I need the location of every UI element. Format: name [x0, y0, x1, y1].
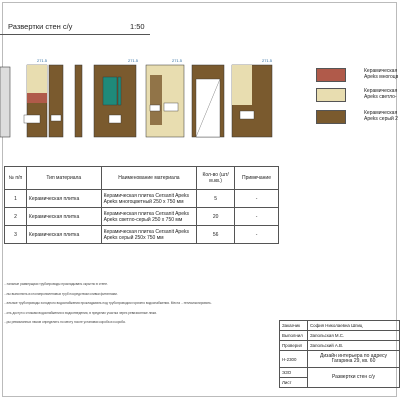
header-type: Тип материала: [26, 167, 101, 190]
stamp-value: София Николаевна Шпиц: [308, 321, 400, 331]
legend-label-2: Керамическая Apeks светло-: [364, 88, 398, 100]
cell-note: -: [235, 208, 279, 226]
stamp-row: [280, 341, 400, 351]
header-note: Примечание: [235, 167, 279, 190]
table-row: [5, 190, 279, 208]
table-row: [5, 208, 279, 226]
stamp-code: Н-2300: [280, 351, 308, 368]
note-item: ...тальные размерщики трубопроводы прокладывать скрытно в стене.: [4, 282, 108, 286]
legend-item-1: [316, 68, 400, 84]
dimension-label: 271.5: [172, 58, 183, 63]
stamp-project: Дизайн интерьера по адресу Гагарина 29, кв. 60: [308, 351, 400, 368]
cell-number: 3: [5, 226, 27, 244]
table-row: [5, 226, 279, 244]
dimension-label: 271.5: [262, 58, 273, 63]
note-item: ...ить доступ к стоякам водоснабжения и водоотведения, в пределах участка через ревизионные люки.: [4, 310, 157, 315]
cell-number: 2: [5, 208, 27, 226]
title-underline: [0, 34, 150, 35]
wall-elevations-drawing: [0, 55, 310, 145]
legend-label-1: Керамическая Apeks многоцв: [364, 68, 399, 80]
title-block: [279, 320, 400, 388]
stamp-label: Проверил: [280, 341, 308, 351]
notes-list: [4, 282, 274, 330]
elevation-6: [232, 65, 272, 137]
header-quantity: Кол-во (шт/м.кв.): [197, 167, 235, 190]
cell-type: Керамическая плитка: [26, 208, 101, 226]
elevation-2: [75, 65, 82, 137]
drawing-title: Развертки стен с/у: [8, 22, 73, 31]
note-item: ...ры ревизионных люков определить по месту после установки короба из короба.: [4, 320, 126, 324]
drawing-scale: 1:50: [130, 22, 145, 31]
elevation-3: [94, 65, 136, 137]
cell-type: Керамическая плитка: [26, 226, 101, 244]
elevation-1: [24, 65, 63, 137]
note-item: ...ельные трубопроводы холодного водоснабжения прокладывать под трубопроводом горячего водоснабжения. Места ...теплоизолировать.: [4, 301, 212, 305]
stamp-side-label: ЭЗО: [280, 368, 308, 378]
cell-name: Керамическая плитка Cersanit Apeks Apeks серый 250х 750 мм: [101, 226, 197, 244]
stamp-label: Выполнил: [280, 331, 308, 341]
cell-type: Керамическая плитка: [26, 190, 101, 208]
header-number: № п/п: [5, 167, 27, 190]
cell-note: -: [235, 226, 279, 244]
cell-quantity: 56: [197, 226, 235, 244]
header-name: Наименование материала: [101, 167, 197, 190]
legend-swatch-2: [316, 88, 346, 102]
note-item: ...ны выполнить из полипропиленовых труб посредством сливки фитингами.: [4, 291, 118, 296]
stamp-row: [280, 331, 400, 341]
stamp-label: Заказчик: [280, 321, 308, 331]
cell-quantity: 5: [197, 190, 235, 208]
dimension-label: 271.5: [37, 58, 48, 63]
cell-name: Керамическая плитка Cersanit Apeks Apeks многоцветный 250 х 750 мм: [101, 190, 197, 208]
materials-table: [4, 166, 279, 244]
stamp-row: [280, 321, 400, 331]
stamp-value: Запольская М.С.: [308, 331, 400, 341]
cell-name: Керамическая плитка Cersanit Apeks Apeks светло-серый 250 х 750 мм: [101, 208, 197, 226]
dimension-label: 271.5: [128, 58, 139, 63]
stamp-row: [280, 351, 400, 368]
stamp-side-label: Лист: [280, 378, 308, 388]
legend-label-3: Керамическая Apeks серый 2: [364, 110, 398, 122]
stamp-row: [280, 368, 400, 378]
cell-number: 1: [5, 190, 27, 208]
stamp-sheet-title: Развертки стен с/у: [308, 368, 400, 388]
cell-note: -: [235, 190, 279, 208]
cell-quantity: 20: [197, 208, 235, 226]
elevation-4: [146, 65, 184, 137]
legend-swatch-1: [316, 68, 346, 82]
elevation-5: [192, 65, 224, 137]
plan-view: [0, 67, 10, 137]
legend-swatch-3: [316, 110, 346, 124]
legend-item-2: [316, 88, 400, 104]
legend-item-3: [316, 110, 400, 126]
table-header-row: [5, 167, 279, 190]
stamp-value: Запольский А.В.: [308, 341, 400, 351]
